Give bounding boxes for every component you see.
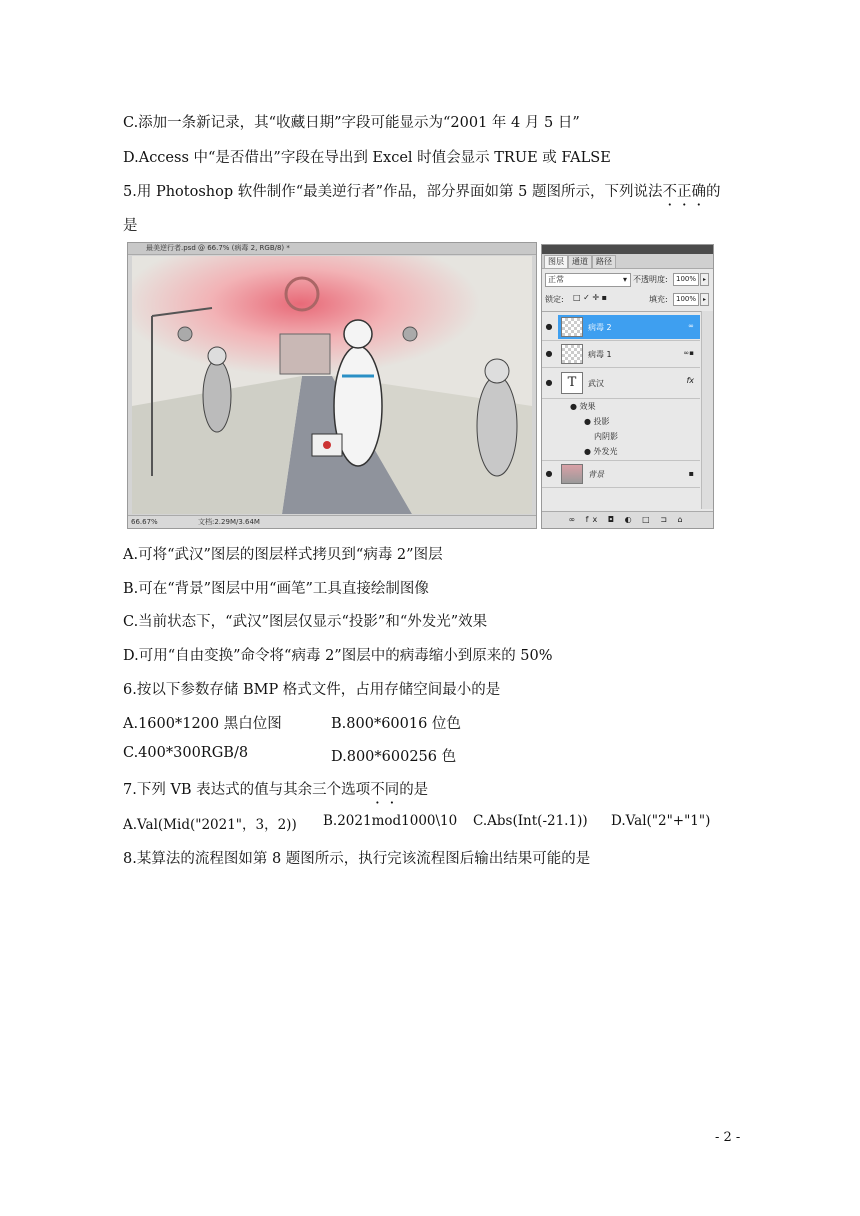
effects-group [570,401,596,412]
link-lock-icon: ∞▪ [683,349,694,357]
q6-option-c: C.400*300RGB/8 [123,745,249,761]
eye-icon[interactable]: ● [545,378,553,387]
lock-icon: ▪ [688,469,694,478]
layer-row-virus2[interactable] [542,314,700,341]
q5-stem-text: 5.用 Photoshop 软件制作“最美逆行者”作品，部分界面如第 5 题图所示，下列说法 [123,184,663,200]
panel-header [542,245,713,254]
opacity-input[interactable]: 100% [673,273,699,286]
lock-label: 锁定: [545,295,564,304]
q5-figure [127,242,713,528]
panel-tabs [542,254,713,269]
q5-option-d: D.可用“自由变换”命令将“病毒 2”图层中的病毒缩小到原来的 50% [123,648,553,664]
q7-stem [123,778,428,799]
layer-row-wuhan[interactable] [542,368,700,399]
layers-panel [541,244,714,529]
layer-name: 病毒 1 [588,350,612,359]
tab-channels[interactable]: 通道 [568,255,592,268]
q6-option-b: B.800*60016 位色 [331,716,461,732]
text-layer-icon: T [561,372,583,394]
q5-option-c: C.当前状态下，“武汉”图层仅显示“投影”和“外发光”效果 [123,614,488,630]
q7-option-d: D.Val("2"+"1") [611,813,711,829]
q7-emphasis-1: 不 [370,782,385,798]
effects-label: 效果 [579,402,596,411]
blend-mode-value: 正常 [548,275,564,284]
chevron-down-icon: ▾ [622,275,627,284]
fill-label: 填充: [649,295,668,304]
tab-layers[interactable]: 图层 [544,255,568,268]
layer-row-virus1[interactable] [542,341,700,368]
fx-icon[interactable]: fx [686,376,694,385]
panel-action-icons[interactable]: ∞ fx ◘ ◐ □ ⊐ ⌂ [568,515,687,524]
eye-icon[interactable]: ● [570,402,577,411]
tab-paths[interactable]: 路径 [592,255,616,268]
q5-stem [123,180,721,201]
q7-option-b: B.2021mod1000\10 [323,813,458,829]
q6-option-d: D.800*600256 色 [331,749,457,765]
opacity-arrow-icon[interactable]: ▸ [700,273,709,286]
q7-option-a: A.Val(Mid("2021"，3，2)) [123,817,297,833]
eye-icon[interactable]: ● [545,349,553,358]
layer-thumbnail [561,464,583,484]
q7-emphasis-2: 同 [384,782,400,798]
eye-icon[interactable]: ● [545,469,553,478]
q5-option-b: B.可在“背景”图层中用“画笔”工具直接绘制图像 [123,581,429,597]
effect-outer-glow-label: 外发光 [593,447,618,456]
effect-outer-glow[interactable] [584,446,618,457]
page-number: - 2 - [715,1130,741,1145]
effect-inner-shadow[interactable] [594,431,618,442]
q6-stem: 6.按以下参数存储 BMP 格式文件，占用存储空间最小的是 [123,682,501,698]
layers-list [542,311,713,512]
q5-emphasis-2: 正 [677,184,692,200]
q8-stem: 8.某算法的流程图如第 8 题图所示，执行完该流程图后输出结果可能的是 [123,851,591,867]
eye-icon[interactable]: ● [584,417,591,426]
q5-emphasis-1: 不 [662,184,677,200]
effect-shadow[interactable] [584,416,610,427]
lock-row [545,292,710,308]
doc-size: 文档:2.29M/3.64M [198,518,260,526]
zoom-level: 66.67% [131,518,158,526]
q4-option-d: D.Access 中“是否借出”字段在导出到 Excel 时值会显示 TRUE 或 FALSE [123,150,611,166]
layer-name: 病毒 2 [588,323,612,332]
q7-stem-end: 的是 [399,782,429,798]
fill-arrow-icon[interactable]: ▸ [700,293,709,306]
layer-name: 背景 [588,470,604,479]
q5-emphasis-3: 确 [691,184,706,200]
panel-bottom-toolbar [542,511,713,528]
document-title: 最美逆行者.psd @ 66.7% (病毒 2, RGB/8) * [128,243,536,255]
layer-name: 武汉 [588,379,604,388]
q5-stem-line2: 是 [123,218,138,234]
canvas-illustration [132,256,532,514]
lock-icons[interactable]: □ ✓ ✛ ▪ [573,293,608,302]
fill-input[interactable]: 100% [673,293,699,306]
layer-thumbnail [561,317,583,337]
effect-inner-shadow-label: 内阴影 [594,432,618,441]
layers-scrollbar[interactable] [701,311,713,509]
q6-option-a: A.1600*1200 黑白位图 [123,716,282,732]
eye-icon[interactable]: ● [584,447,591,456]
document-status-bar [128,515,536,528]
eye-icon[interactable]: ● [545,322,553,331]
q7-stem-text: 7.下列 VB 表达式的值与其余三个选项 [123,782,371,798]
q5-option-a: A.可将“武汉”图层的图层样式拷贝到“病毒 2”图层 [123,547,443,563]
q4-option-c: C.添加一条新记录，其“收藏日期”字段可能显示为“2001 年 4 月 5 日” [123,115,580,131]
effect-shadow-label: 投影 [593,417,610,426]
q7-option-c: C.Abs(Int(-21.1)) [473,813,588,829]
blend-row [545,272,710,288]
layer-thumbnail [561,344,583,364]
layer-row-background[interactable] [542,460,700,488]
link-icon: ∞ [688,322,694,330]
opacity-label: 不透明度: [633,275,668,284]
blend-mode-select[interactable] [545,273,631,287]
q5-stem-end: 的 [706,184,721,200]
document-window [127,242,537,529]
